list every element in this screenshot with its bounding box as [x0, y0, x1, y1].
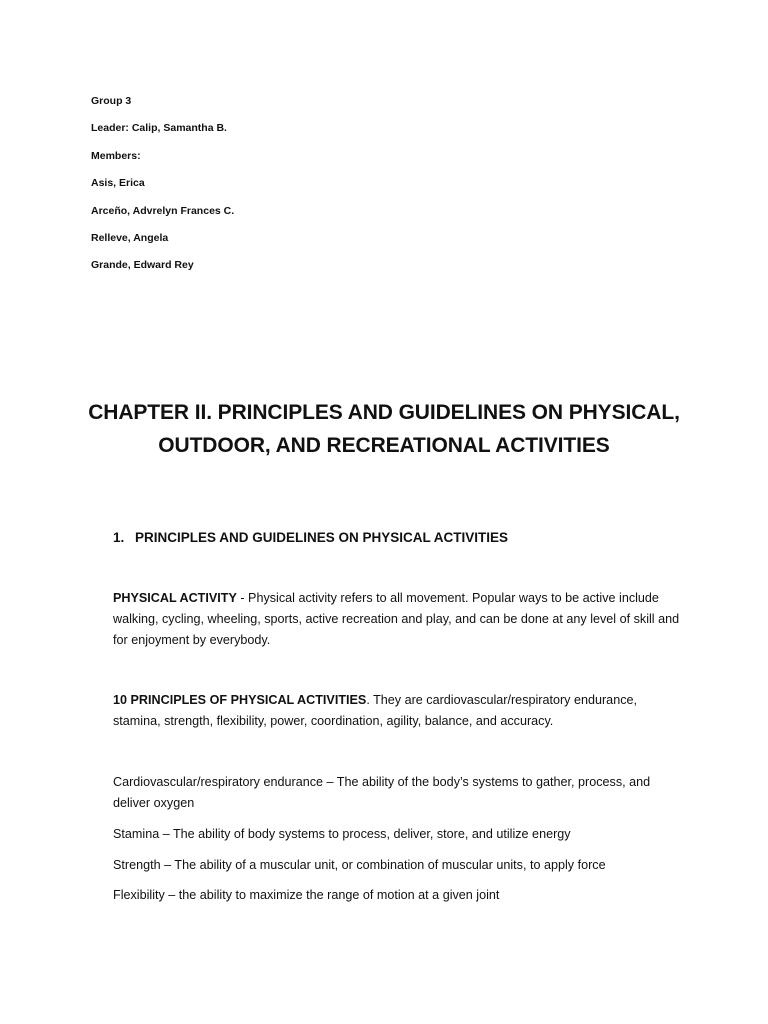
group-name: Group 3 [91, 95, 132, 107]
chapter-title-line-2: OUTDOOR, AND RECREATIONAL ACTIVITIES [158, 434, 610, 457]
ten-principles-paragraph [113, 690, 688, 732]
group-leader: Leader: Calip, Samantha B. [91, 122, 227, 135]
member-name: Asis, Erica [91, 177, 145, 190]
physical-activity-term: PHYSICAL ACTIVITY [113, 591, 237, 605]
definition-strength: Strength – The ability of a muscular unit, or combination of muscular units, to apply force [113, 858, 606, 872]
chapter-title [60, 396, 708, 462]
definition-flexibility: Flexibility – the ability to maximize the range of motion at a given joint [113, 888, 500, 902]
section-number: 1. [113, 530, 125, 545]
definition-cardiovascular: Cardiovascular/respiratory endurance – The ability of the body’s systems to gather, process, and deliver oxygen [113, 775, 651, 810]
chapter-title-line-1: CHAPTER II. PRINCIPLES AND GUIDELINES ON PHYSICAL, [88, 401, 680, 424]
physical-activity-paragraph [113, 588, 688, 651]
definition-stamina: Stamina – The ability of body systems to process, deliver, store, and utilize energy [113, 827, 571, 841]
member-name: Grande, Edward Rey [91, 259, 194, 272]
ten-principles-term: 10 PRINCIPLES OF PHYSICAL ACTIVITIES [113, 693, 367, 707]
physical-activity-definition: - Physical activity refers to all movement. Popular ways to be active include walking, cycling, wheeling, sports, active recreation and play, and can be done at any level of skill and for enjoyment by everybody. [113, 591, 680, 647]
section-heading-text: PRINCIPLES AND GUIDELINES ON PHYSICAL ACTIVITIES [135, 530, 509, 545]
section-heading [113, 529, 508, 547]
member-name: Arceño, Advrelyn Frances C. [91, 204, 235, 217]
members-label: Members: [91, 149, 141, 162]
ten-principles-text: . They are cardiovascular/respiratory endurance, stamina, strength, flexibility, power, coordination, agility, balance, and accuracy. [113, 693, 637, 728]
group-info [91, 94, 491, 286]
member-name: Relleve, Angela [91, 231, 169, 244]
